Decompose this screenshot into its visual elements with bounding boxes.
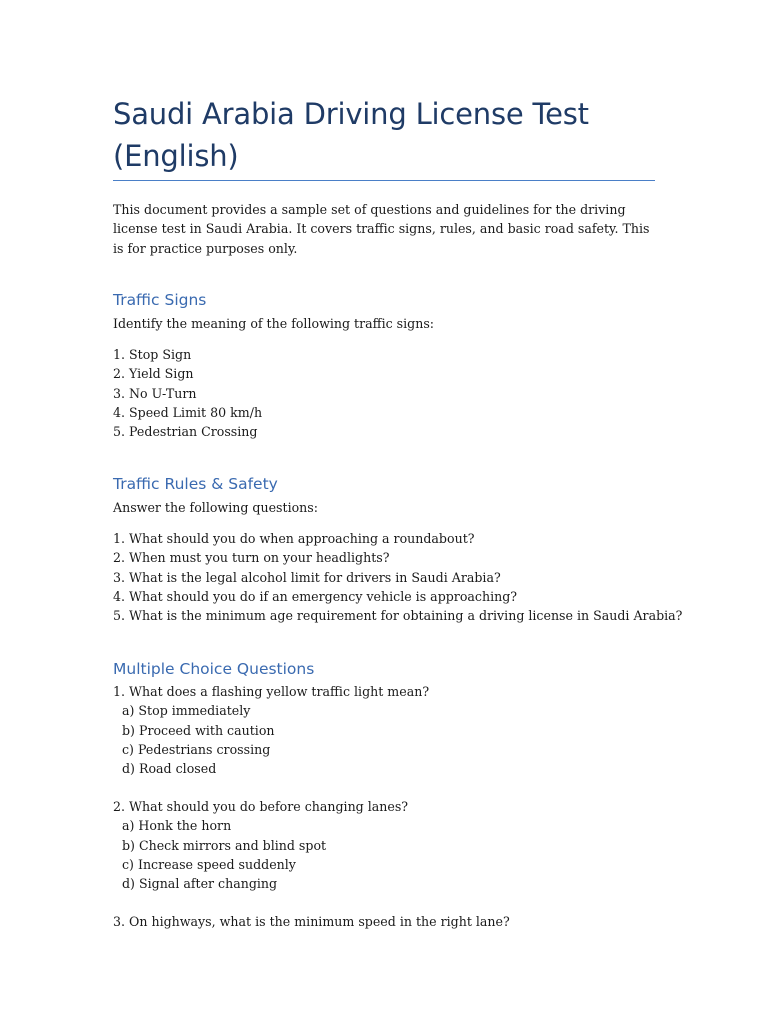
- options-list: [113, 816, 408, 893]
- option-item: b) Check mirrors and blind spot: [122, 837, 327, 853]
- list-item: 4. Speed Limit 80 km/h: [113, 404, 263, 420]
- question-text: 3. On highways, what is the minimum speed in the right lane?: [113, 914, 510, 929]
- option-item: d) Road closed: [122, 761, 217, 777]
- question-text: 1. What does a flashing yellow traffic light mean?: [113, 684, 430, 699]
- list-item: 1. Stop Sign: [113, 347, 192, 362]
- list-item: 2. Yield Sign: [113, 366, 194, 382]
- document-title: Saudi Arabia Driving License Test (English): [113, 97, 589, 173]
- list-item: 5. Pedestrian Crossing: [113, 424, 258, 440]
- heading-traffic-signs: Traffic Signs: [113, 291, 207, 309]
- option-item: d) Signal after changing: [122, 876, 278, 892]
- option-item: a) Stop immediately: [122, 703, 251, 719]
- mcq-question-3: [113, 912, 510, 931]
- mcq-question-2: [113, 797, 408, 893]
- rules-instruction: Answer the following questions:: [113, 500, 318, 515]
- list-item: 3. No U-Turn: [113, 385, 197, 401]
- rules-list: [113, 529, 682, 625]
- list-item: 3. What is the legal alcohol limit for drivers in Saudi Arabia?: [113, 569, 501, 585]
- list-item: 5. What is the minimum age requirement for obtaining a driving license in Saudi Arabia?: [113, 608, 683, 624]
- signs-list: [113, 345, 262, 441]
- option-item: b) Proceed with caution: [122, 722, 275, 738]
- list-item: 1. What should you do when approaching a roundabout?: [113, 531, 475, 546]
- option-item: a) Honk the horn: [122, 818, 232, 834]
- list-item: 2. When must you turn on your headlights?: [113, 550, 390, 566]
- intro-paragraph: This document provides a sample set of questions and guidelines for the driving license test in Saudi Arabia. It covers traffic signs, rules, and basic road safety. This is for practice purposes only.: [113, 202, 650, 256]
- list-item: 4. What should you do if an emergency vehicle is approaching?: [113, 588, 518, 604]
- option-item: c) Pedestrians crossing: [122, 741, 271, 757]
- option-item: c) Increase speed suddenly: [122, 856, 296, 872]
- heading-multiple-choice: Multiple Choice Questions: [113, 660, 315, 678]
- heading-traffic-rules: Traffic Rules & Safety: [113, 475, 278, 493]
- signs-instruction: Identify the meaning of the following traffic signs:: [113, 316, 435, 331]
- title-divider: [113, 180, 655, 181]
- mcq-question-1: [113, 682, 429, 778]
- question-text: 2. What should you do before changing lanes?: [113, 799, 409, 814]
- options-list: [113, 701, 429, 778]
